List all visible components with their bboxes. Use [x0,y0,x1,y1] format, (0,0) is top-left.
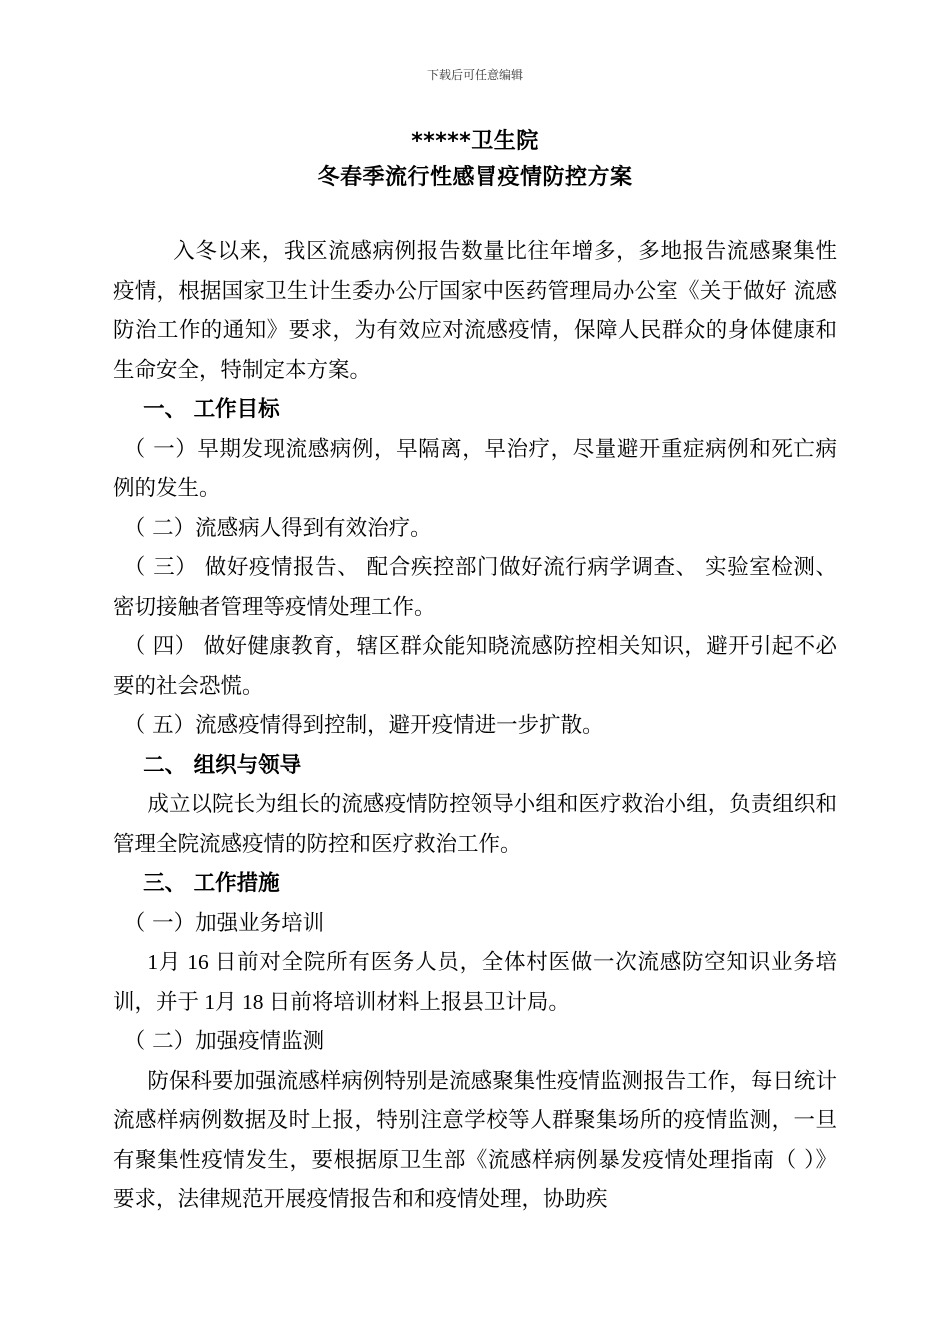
document-title-line1: *****卫生院 [411,129,539,154]
section-heading-2: 二、 组织与领导 [143,752,302,778]
goal-item-2: （ 二）流感病人得到有效治疗。 [123,515,432,541]
intro-paragraph: 入冬以来，我区流感病例报告数量比往年增多，多地报告流感聚集性疫情，根据国家卫生计生委办公厅国家中医药管理局办公室《关于做好 流感防治工作的通知》要求，为有效应对流感疫情，保障人民群众的身体健康和生命安全，特制定本方案。 [113,239,837,383]
document-body [113,232,837,1220]
document-title-line2: 冬春季流行性感冒疫情防控方案 [317,165,633,190]
measure-heading-2: （ 二）加强疫情监测 [123,1029,325,1054]
header-note: 下载后可任意编辑 [426,68,523,82]
goal-item-3: （ 三） 做好疫情报告、 配合疾控部门做好流行病学调查、 实验室检测、 密切接触者管理等疫情处理工作。 [113,555,837,620]
goal-item-1: （ 一）早期发现流感病例，早隔离，早治疗，尽量避开重症病例和死亡病例的发生。 [113,436,837,501]
measure-paragraph-1: 1月 16 日前对全院所有医务人员，全体村医做一次流感防空知识业务培训，并于 1月 18 日前将培训材料上报县卫计局。 [113,950,837,1014]
measure-paragraph-2: 防保科要加强流感样病例特别是流感聚集性疫情监测报告工作，每日统计流感样病例数据及时上报，特别注意学校等人群聚集场所的疫情监测，一旦有聚集性疫情发生，要根据原卫生部《流感样病例暴发疫情处理指南（ ）》要求，法律规范开展疫情报告和和疫情处理，协助疾 [113,1068,837,1212]
goal-item-5: （ 五）流感疫情得到控制，避开疫情进一步扩散。 [123,713,604,738]
measure-heading-1: （ 一）加强业务培训 [123,910,325,936]
goal-item-4: （ 四） 做好健康教育，辖区群众能知晓流感防控相关知识，避开引起不必要的社会恐慌。 [113,634,837,699]
section-heading-1: 一、 工作目标 [143,397,280,422]
section-heading-3: 三、 工作措施 [143,871,280,896]
organization-paragraph: 成立以院长为组长的流感疫情防控领导小组和医疗救治小组，负责组织和管理全院流感疫情的防控和医疗救治工作。 [113,792,837,857]
